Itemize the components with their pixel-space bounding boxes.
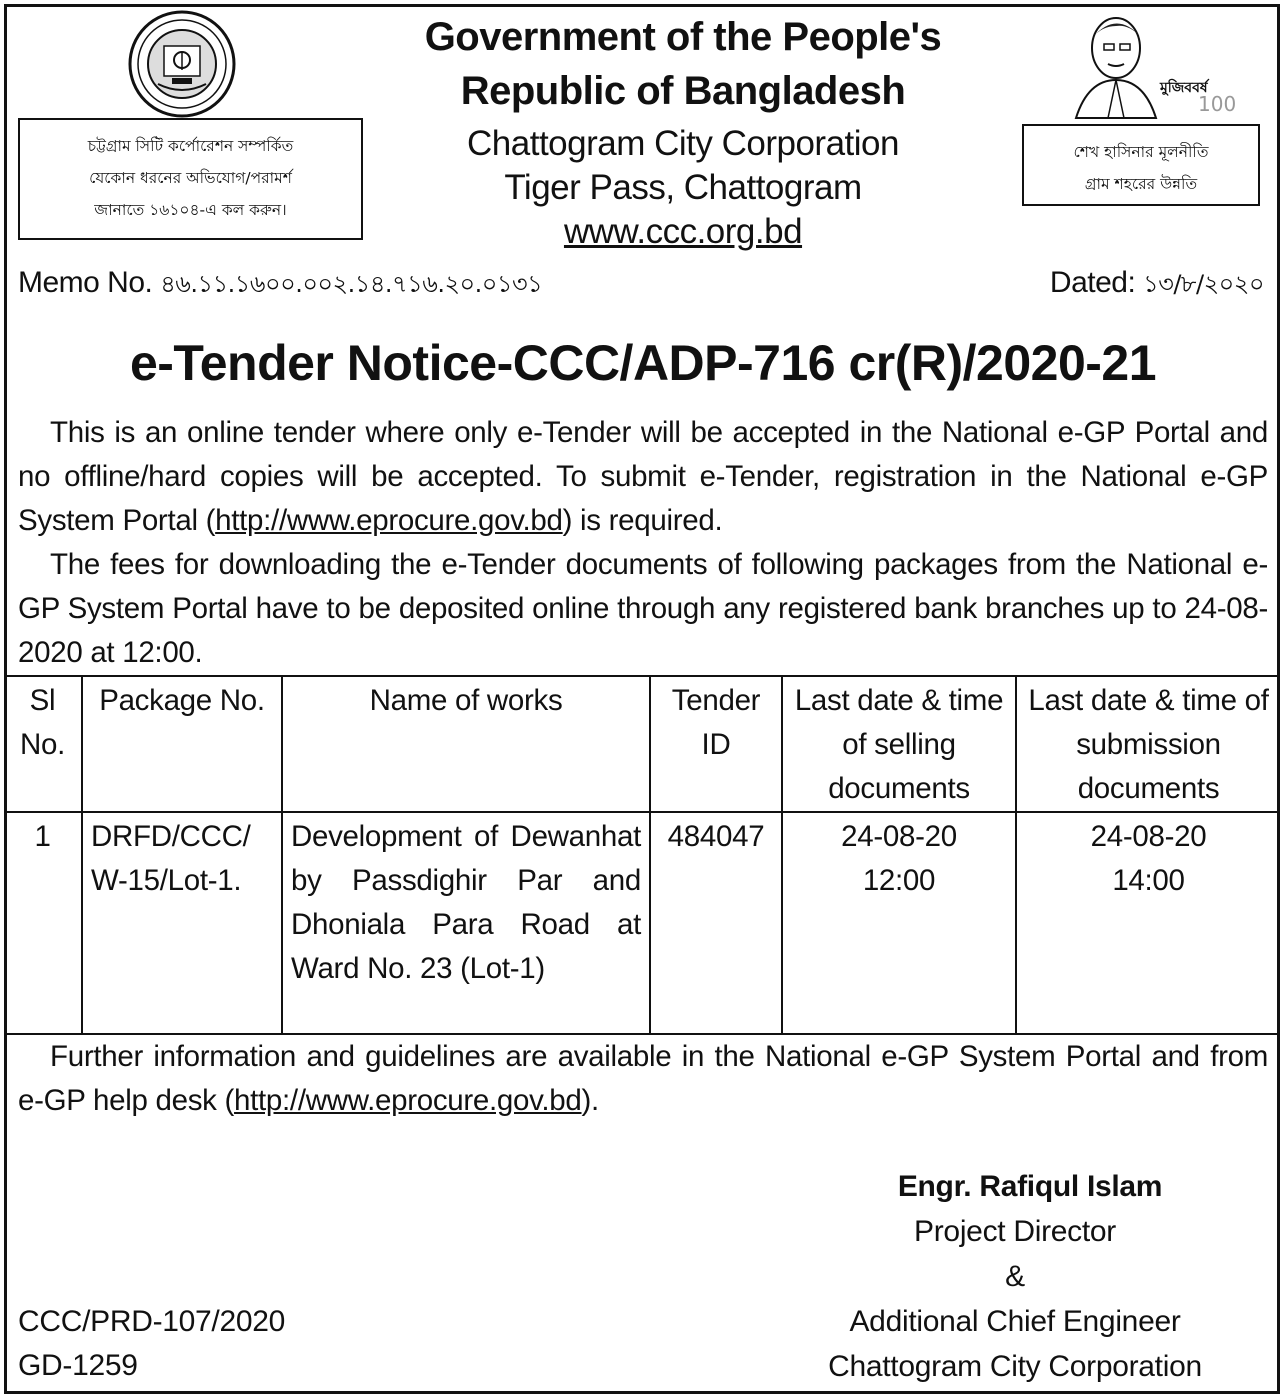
corporation-address: Tiger Pass, Chattogram — [504, 168, 862, 207]
government-heading: Government of the People's — [424, 15, 942, 59]
signatory-title-1: Project Director — [914, 1215, 1116, 1248]
submission-time: 14:00 — [1112, 864, 1185, 897]
gd-reference: GD-1259 — [18, 1349, 138, 1382]
intro-p1-end: ) is required. — [562, 504, 723, 537]
col-header-submission: Last date & time of submission documents — [1016, 676, 1280, 812]
selling-date: 24-08-20 — [841, 820, 957, 853]
memo-line — [18, 266, 542, 306]
tender-title: e-Tender Notice-CCC/ADP-716 cr(R)/2020-21 — [129, 335, 1157, 391]
intro-paragraph-2: The fees for downloading the e-Tender documents of following packages from the National e-GP System Portal have to be deposited online through any registered bank branches up to 24-08-2020 at 12:00. — [18, 548, 1268, 669]
footer-end: ). — [581, 1084, 599, 1117]
dated-value: ১৩/৮/২০২০ — [1143, 270, 1264, 298]
republic-heading: Republic of Bangladesh — [460, 69, 906, 113]
prd-reference: CCC/PRD-107/2020 — [18, 1305, 285, 1338]
signature-block — [800, 1164, 1230, 1389]
tender-table — [4, 675, 1280, 1035]
slogan-box — [1022, 124, 1260, 206]
col-header-selling: Last date & time of selling documents — [782, 676, 1016, 812]
website-link[interactable]: www.ccc.org.bd — [563, 212, 803, 251]
cell-tender-id: 484047 — [650, 812, 782, 1034]
selling-time: 12:00 — [862, 864, 936, 897]
col-header-work: Name of works — [282, 676, 650, 812]
helpline-line: যেকোন ধরনের অভিযোগ/পরামর্শ — [89, 169, 292, 187]
col-header-tender-id: Tender ID — [650, 676, 782, 812]
intro-paragraph-1 — [18, 411, 1268, 543]
col-header-sl: Sl No. — [4, 676, 82, 812]
corporation-name: Chattogram City Corporation — [467, 124, 899, 163]
memo-label: Memo No. — [18, 266, 153, 299]
cell-sl: 1 — [4, 812, 82, 1034]
cell-submission — [1016, 812, 1280, 1034]
ccc-seal-logo — [128, 10, 236, 118]
footer-eprocure-link[interactable]: http://www.eprocure.gov.bd — [234, 1084, 582, 1117]
footer-paragraph — [18, 1035, 1268, 1123]
col-header-package: Package No. — [82, 676, 282, 812]
helpline-line: চট্টগ্রাম সিটি কর্পোরেশন সম্পর্কিত — [87, 137, 294, 155]
slogan-line: গ্রাম শহরের উন্নতি — [1084, 175, 1198, 193]
memo-number: ৪৬.১১.১৬০০.০০২.১৪.৭১৬.২০.০১৩১ — [160, 270, 543, 298]
footer-text — [18, 1035, 1268, 1123]
signatory-name: Engr. Rafiqul Islam — [897, 1170, 1163, 1203]
dated-line — [1050, 266, 1264, 306]
signatory-org: Chattogram City Corporation — [828, 1350, 1202, 1383]
intro-p1-start: This is an online tender where only e-Tender will be accepted in the National e-GP Portal and no offline/hard copies will be accepted. To submit e-Tender, registration in the National e-GP System Portal ( — [18, 416, 1268, 537]
helpline-box — [18, 118, 363, 240]
table-header-row — [4, 676, 1280, 812]
helpline-line: জানাতে ১৬১০৪-এ কল করুন। — [94, 201, 287, 219]
submission-date: 24-08-20 — [1090, 820, 1207, 853]
cell-selling — [782, 812, 1016, 1034]
mujib-borsho-text: মুজিববর্ষ — [1160, 80, 1208, 96]
slogan-line: শেখ হাসিনার মূলনীতি — [1073, 143, 1209, 161]
mujib-borsho-logo — [1068, 10, 1238, 120]
footer-start: Further information and guidelines are available in the National e-GP System Portal and from e-GP help desk ( — [18, 1040, 1268, 1117]
intro-text — [18, 411, 1268, 675]
dated-label: Dated: — [1049, 266, 1136, 299]
signatory-amp: & — [1005, 1260, 1025, 1293]
table-row — [4, 812, 1280, 1034]
eprocure-link[interactable]: http://www.eprocure.gov.bd — [215, 504, 563, 537]
cell-work: Development of Dewanhat by Passdighir Par and Dhoniala Para Road at Ward No. 23 (Lot-1) — [282, 812, 650, 1034]
signatory-title-2: Additional Chief Engineer — [849, 1305, 1181, 1338]
mujib-100-text: 100 — [1198, 92, 1237, 116]
cell-package: DRFD/CCC/ W-15/Lot-1. — [82, 812, 282, 1034]
